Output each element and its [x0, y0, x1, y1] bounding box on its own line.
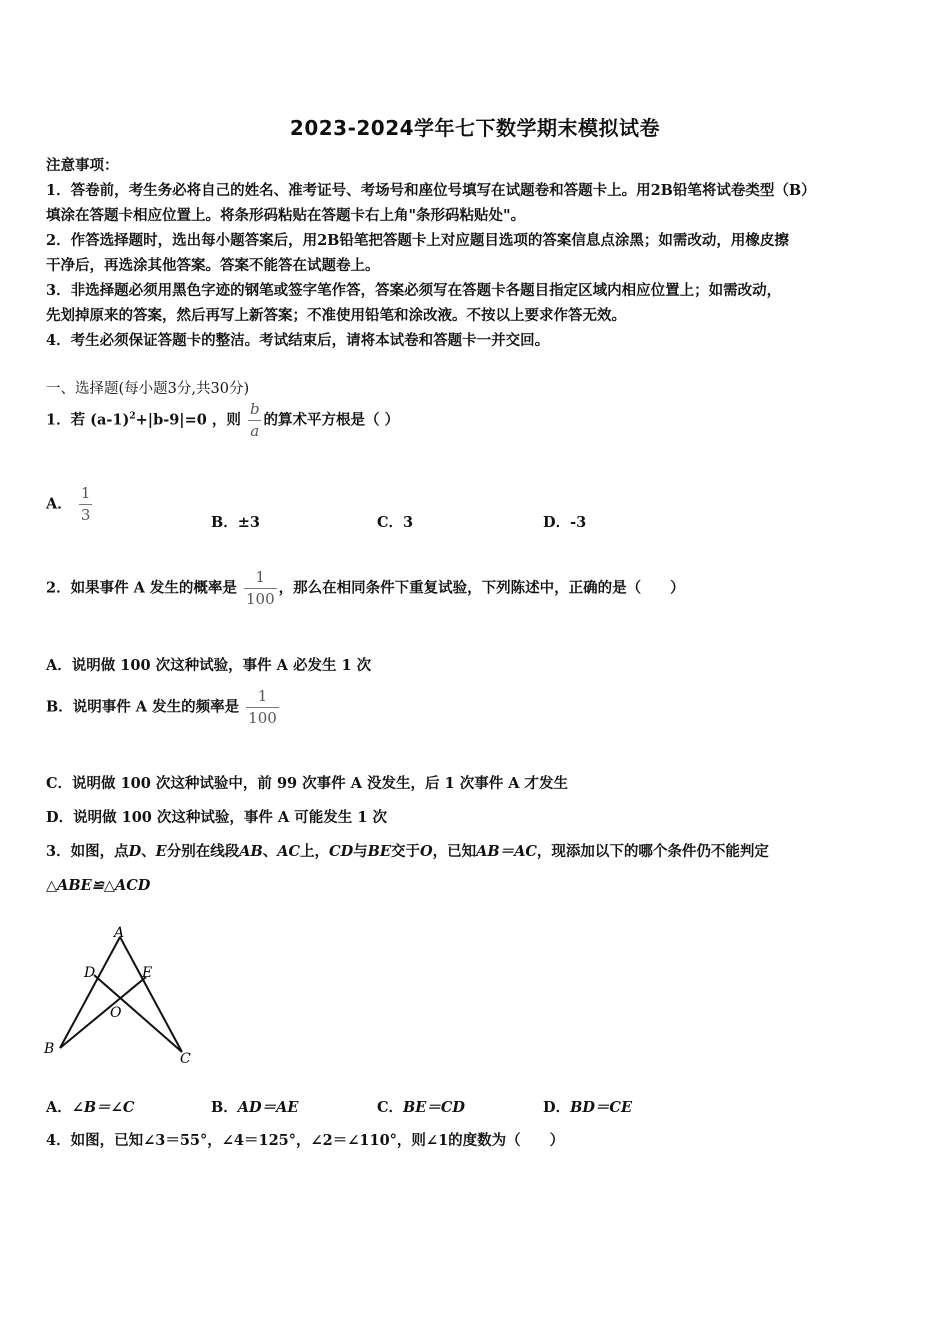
page-title: 2023-2024学年七下数学期末模拟试卷	[289, 116, 661, 140]
q3-triangle-figure	[44, 925, 204, 1070]
q2-option-c: C．说明做 100 次这种试验中，前 99 次事件 A 没发生，后 1 次事件 A 才发生	[46, 775, 569, 792]
section-heading: 一、选择题(每小题3分,共30分)	[46, 381, 250, 397]
notice-line: 干净后，再选涂其他答案。答案不能答在试题卷上。	[46, 257, 380, 274]
line-ac	[120, 937, 182, 1052]
question-2: 2．如果事件 A 发生的概率是 $\frac{1}{100}$ ，那么在相同条件下重复试验，下列陈述中，正确的是（ ）	[46, 568, 685, 608]
question-4: 4．如图，已知∠3＝55°，∠4＝125°，∠2＝∠110°，则∠1的度数为（ ）	[46, 1132, 565, 1149]
notice-line: 4．考生必须保证答题卡的整洁。考试结束后，请将本试卷和答题卡一并交回。	[46, 332, 550, 349]
q2-option-b-fraction: $\frac{1}{100}$	[248, 687, 277, 727]
q3-stem-line-2: △ABE≌△ACD	[46, 877, 151, 894]
line-cd	[94, 975, 182, 1052]
notice-line: 2．作答选择题时，选出每小题答案后，用2B铅笔把答题卡上对应题目选项的答案信息点涂黑；如需改动，用橡皮擦	[46, 232, 789, 249]
notice-heading: 注意事项：	[46, 157, 119, 174]
q3-option-d: D．BD＝CE	[543, 1099, 633, 1116]
point-e-label: E	[142, 965, 153, 981]
q1-option-a: A． $\frac{1}{3}$	[46, 484, 91, 524]
notice-line: 填涂在答题卡相应位置上。将条形码粘贴在答题卡右上角"条形码粘贴处"。	[46, 207, 526, 224]
question-3: 3．如图，点D、E分别在线段AB、AC上，CD与BE交于O，已知AB＝AC，现添加以下的哪个条件仍不能判定	[46, 843, 769, 860]
q2-fraction: $\frac{1}{100}$	[246, 568, 275, 608]
q3-option-c: C．BE＝CD	[377, 1099, 465, 1116]
notice-line: 先划掉原来的答案，然后再写上新答案；不准使用铅笔和涂改液。不按以上要求作答无效。	[46, 307, 626, 324]
q3-option-b: B．AD＝AE	[211, 1099, 299, 1116]
q1-fraction: $\frac{b}{a}$	[249, 400, 260, 440]
q3-option-a: A．∠B＝∠C	[46, 1099, 135, 1116]
q2-option-d: D．说明做 100 次这种试验，事件 A 可能发生 1 次	[46, 809, 387, 826]
q1-option-b: B．±3	[211, 514, 260, 531]
question-1	[46, 402, 399, 439]
q1-option-a-fraction: $\frac{1}{3}$	[80, 484, 91, 524]
line-be	[60, 977, 146, 1048]
q1-suffix: 的算术平方根是（ ）	[263, 411, 400, 429]
q1-exponent: 2	[129, 411, 136, 422]
point-a-label: A	[114, 925, 125, 941]
point-b-label: B	[44, 1041, 55, 1057]
notice-line: 3．非选择题必须用黑色字迹的钢笔或签字笔作答，答案必须写在答题卡各题目指定区域内相应位置上；如需改动，	[46, 282, 782, 299]
q1-mid: +|b-9|=0 ，则	[135, 411, 241, 429]
line-ab	[60, 937, 120, 1048]
q1-option-d: D．-3	[543, 514, 587, 531]
point-c-label: C	[180, 1051, 191, 1067]
notice-line: 1．答卷前，考生务必将自己的姓名、准考证号、考场号和座位号填写在试题卷和答题卡上。用2B铅笔将试卷类型（B）	[46, 182, 816, 199]
point-o-label: O	[110, 1005, 122, 1021]
q1-option-c: C．3	[377, 514, 414, 531]
point-d-label: D	[84, 965, 96, 981]
q2-option-b: B．说明事件 A 发生的频率是 $\frac{1}{100}$	[46, 687, 277, 727]
q2-option-a: A．说明做 100 次这种试验，事件 A 必发生 1 次	[46, 657, 372, 674]
q1-prefix: 1．若 (a-1)	[46, 411, 130, 429]
